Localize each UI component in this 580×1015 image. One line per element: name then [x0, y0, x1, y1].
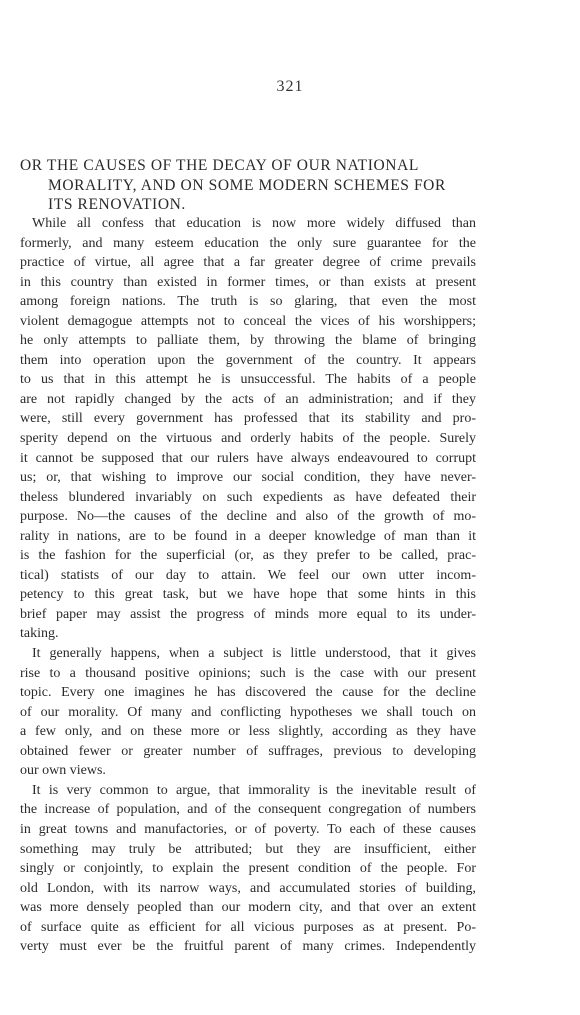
text-line: among foreign nations. The truth is so glaring, that even the most	[20, 294, 476, 310]
paragraph-2	[20, 644, 476, 781]
text-line: purpose. No—the causes of the decline and also of the growth of mo-	[20, 509, 476, 525]
article-title	[20, 156, 480, 215]
text-line: It generally happens, when a subject is little understood, that it gives	[32, 646, 476, 662]
text-line: to us that in this attempt he is unsuccessful. The habits of a people	[20, 372, 476, 388]
text-line: tical) statists of our day to attain. We feel our own utter incom-	[20, 567, 476, 583]
text-line: a few only, and on these more or less slightly, according as they have	[20, 724, 476, 740]
text-line: something may truly be attributed; but they are insufficient, either	[20, 841, 476, 857]
text-line: formerly, and many esteem education the only sure guarantee for the	[20, 235, 476, 251]
text-line: of surface quite as efficient for all vicious purposes as at present. Po-	[20, 919, 476, 935]
text-line: It is very common to argue, that immorality is the inevitable result of	[32, 782, 476, 798]
text-line: obtained fewer or greater number of suffrages, previous to developing	[20, 743, 476, 759]
title-line: MORALITY, AND ON SOME MODERN SCHEMES FOR	[48, 176, 446, 194]
text-line: he only attempts to palliate them, by throwing the blame of bringing	[20, 333, 476, 349]
text-line: singly or conjointly, to explain the present condition of the people. For	[20, 861, 476, 877]
text-line: us; or, that wishing to improve our social condition, they have never-	[20, 470, 476, 486]
text-line: were, still every government has professed that its stability and pro-	[20, 411, 476, 427]
text-line: rality in nations, are to be found in a deeper knowledge of man than it	[20, 528, 476, 544]
title-line: OR THE CAUSES OF THE DECAY OF OUR NATIONAL	[20, 157, 419, 174]
text-line: topic. Every one imagines he has discovered the cause for the decline	[20, 685, 476, 701]
text-line: in this country than existed in former times, or than exists at present	[20, 274, 476, 290]
text-line: petency to this great task, but we have hope that some hints in this	[20, 587, 476, 603]
text-line: it cannot be supposed that our rulers have always endeavoured to corrupt	[20, 450, 476, 466]
paragraph-1	[20, 214, 476, 644]
page-number: 321	[276, 78, 304, 95]
text-line: them into operation upon the government of the country. It appears	[20, 352, 476, 368]
text-line: violent demagogue attempts not to conceal the vices of his worshippers;	[20, 313, 476, 329]
text-line: our own views.	[20, 763, 106, 779]
text-line: brief paper may assist the progress of minds more equal to its under-	[20, 606, 476, 622]
paragraph-3	[20, 781, 476, 957]
text-line: verty must ever be the fruitful parent of many crimes. Independently	[20, 939, 476, 955]
article-body	[20, 214, 476, 957]
text-line: theless blundered invariably on such expedients as have defeated their	[20, 489, 476, 505]
text-line: While all confess that education is now more widely diffused than	[32, 216, 476, 231]
text-line: taking.	[20, 626, 59, 642]
text-line: sperity depend on the virtuous and orderly habits of the people. Surely	[20, 431, 476, 447]
text-line: the increase of population, and of the consequent congregation of numbers	[20, 802, 476, 818]
text-line: rise to a thousand positive opinions; such is the case with our present	[20, 665, 476, 681]
text-line: in great towns and manufactories, or of poverty. To each of these causes	[20, 821, 476, 837]
text-line: is the fashion for the superficial (or, as they prefer to be called, prac-	[20, 548, 476, 564]
text-line: old London, with its narrow ways, and accumulated stories of building,	[20, 880, 476, 896]
text-line: was more densely peopled than our modern city, and that over an extent	[20, 900, 476, 916]
text-line: are not rapidly changed by the acts of an administration; and if they	[20, 391, 476, 407]
text-line: practice of virtue, all agree that a far greater degree of crime prevails	[20, 255, 476, 271]
text-line: of our morality. Of many and conflicting hypotheses we shall touch on	[20, 704, 476, 720]
title-line: ITS RENOVATION.	[48, 196, 186, 213]
